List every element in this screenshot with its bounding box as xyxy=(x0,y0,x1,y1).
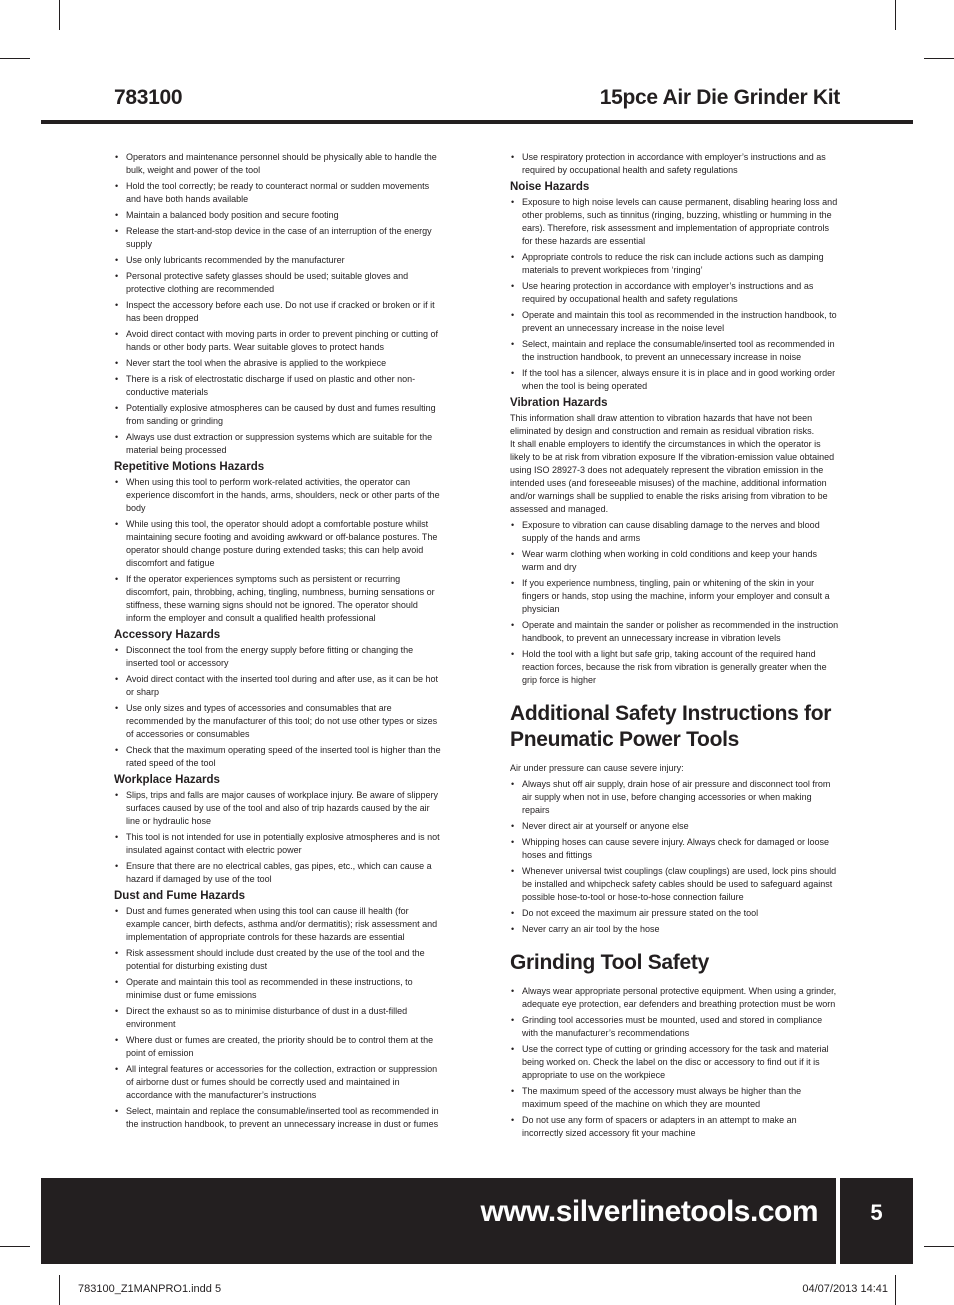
bullet-item: • Hold the tool correctly; be ready to counteract normal or sudden movements and have both hands available xyxy=(114,180,444,206)
bullet-item: • Never start the tool when the abrasive is applied to the workpiece xyxy=(114,357,444,370)
bullet-item: • If the tool has a silencer, always ensure it is in place and in good working order when the tool is being operated xyxy=(510,367,840,393)
bullet-item: • Ensure that there are no electrical cables, gas pipes, etc., which can cause a hazard if damaged by use of the tool xyxy=(114,860,444,886)
bullet-list xyxy=(510,985,840,1140)
bullet-list xyxy=(114,905,444,1131)
bullet-item: • Risk assessment should include dust created by the use of the tool and the potential for disturbing existing dust xyxy=(114,947,444,973)
bullet-item: • Avoid direct contact with moving parts in order to prevent pinching or cutting of hands or other body parts. Wear suitable gloves to protect hands xyxy=(114,328,444,354)
page-number-box xyxy=(840,1178,913,1264)
bullet-item: • Avoid direct contact with the inserted tool during and after use, as it can be hot or sharp xyxy=(114,673,444,699)
bullet-item: • Slips, trips and falls are major causes of workplace injury. Be aware of slippery surfaces caused by use of the tool and also of trip hazards caused by the air line or hydraulic hose xyxy=(114,789,444,828)
crop-mark xyxy=(924,58,954,59)
bullet-item: • Direct the exhaust so as to minimise disturbance of dust in a dust-filled environment xyxy=(114,1005,444,1031)
bullet-item: • Operators and maintenance personnel should be physically able to handle the bulk, weight and power of the tool xyxy=(114,151,444,177)
section-heading: Vibration Hazards xyxy=(510,397,608,409)
bullet-list xyxy=(114,476,444,625)
bullet-item: • There is a risk of electrostatic discharge if used on plastic and other non-conductive materials xyxy=(114,373,444,399)
model-number: 783100 xyxy=(114,86,183,109)
paragraph: Air under pressure can cause severe injury: xyxy=(510,763,684,773)
right-column xyxy=(510,151,840,1143)
crop-mark xyxy=(924,1246,954,1247)
bullet-item: • If you experience numbness, tingling, pain or whitening of the skin in your fingers or hands, stop using the machine, inform your employer and consult a physician xyxy=(510,577,840,616)
header-rule xyxy=(41,120,913,124)
bullet-item: • Always wear appropriate personal protective equipment. When using a grinder, adequate eye protection, ear defenders and breathing protection must be worn xyxy=(510,985,840,1011)
bullet-item: • Operate and maintain the sander or polisher as recommended in the instruction handbook, to prevent an unnecessary increase in vibration levels xyxy=(510,619,840,645)
crop-mark xyxy=(0,58,30,59)
slug-filename: 783100_Z1MANPRO1.indd 5 xyxy=(78,1283,222,1295)
crop-mark xyxy=(59,0,60,30)
bullet-item: • Select, maintain and replace the consumable/inserted tool as recommended in the instruction handbook, to prevent an unnecessary increase in noise xyxy=(510,338,840,364)
bullet-list xyxy=(114,644,444,770)
bullet-item: • Inspect the accessory before each use. Do not use if cracked or broken or if it has been dropped xyxy=(114,299,444,325)
bullet-item: • Where dust or fumes are created, the priority should be to control them at the point of emission xyxy=(114,1034,444,1060)
bullet-item: • Dust and fumes generated when using this tool can cause ill health (for example cancer, birth defects, asthma and/or dermatitis); risk assessment and implementation of appropriate controls for these hazards are essential xyxy=(114,905,444,944)
crop-mark xyxy=(59,1275,60,1305)
section-heading: Dust and Fume Hazards xyxy=(114,890,245,902)
bullet-list xyxy=(114,151,444,457)
bullet-item: • Never direct air at yourself or anyone else xyxy=(510,820,840,833)
bullet-item: • Grinding tool accessories must be mounted, used and stored in compliance with the manufacturer’s recommendations xyxy=(510,1014,840,1040)
bullet-item: • Whipping hoses can cause severe injury. Always check for damaged or loose hoses and fittings xyxy=(510,836,840,862)
bullet-item: • The maximum speed of the accessory must always be higher than the maximum speed of the machine on which they are mounted xyxy=(510,1085,840,1111)
left-column xyxy=(114,151,444,1134)
bullet-list xyxy=(510,519,840,687)
bullet-item: • Check that the maximum operating speed of the inserted tool is higher than the rated speed of the tool xyxy=(114,744,444,770)
bullet-item: • Disconnect the tool from the energy supply before fitting or changing the inserted tool or accessory xyxy=(114,644,444,670)
crop-mark xyxy=(0,1246,30,1247)
bullet-item: • Never carry an air tool by the hose xyxy=(510,923,840,936)
bullet-item: • If the operator experiences symptoms such as persistent or recurring discomfort, pain, throbbing, aching, tingling, numbness, burning sensations or stiffness, these warning signs should not be ignored. The operator should inform the employer and consult a qualified health professional xyxy=(114,573,444,625)
bullet-item: • This tool is not intended for use in potentially explosive atmospheres and is not insulated against contact with electric power xyxy=(114,831,444,857)
bullet-item: • Personal protective safety glasses should be used; suitable gloves and protective clothing are recommended xyxy=(114,270,444,296)
bullet-item: • Operate and maintain this tool as recommended in the instruction handbook, to prevent an unnecessary increase in the noise level xyxy=(510,309,840,335)
bullet-list xyxy=(510,151,840,177)
bullet-item: • Hold the tool with a light but safe grip, taking account of the required hand reaction forces, because the risk from vibration is generally greater when the grip force is higher xyxy=(510,648,840,687)
section-heading: Noise Hazards xyxy=(510,181,590,193)
bullet-item: • Always use dust extraction or suppression systems which are suitable for the material being processed xyxy=(114,431,444,457)
bullet-item: • Release the start-and-stop device in the case of an interruption of the energy supply xyxy=(114,225,444,251)
section-heading: Workplace Hazards xyxy=(114,774,220,786)
bullet-item: • When using this tool to perform work-related activities, the operator can experience discomfort in the hands, arms, shoulders, neck or other parts of the body xyxy=(114,476,444,515)
bullet-item: • Exposure to vibration can cause disabling damage to the nerves and blood supply of the hands and arms xyxy=(510,519,840,545)
page-title: 15pce Air Die Grinder Kit xyxy=(599,86,840,109)
bullet-item: • Whenever universal twist couplings (claw couplings) are used, lock pins should be installed and whipcheck safety cables should be used to safeguard against possible hose-to-tool or hose-to-hose connection failure xyxy=(510,865,840,904)
bullet-item: • Do not exceed the maximum air pressure stated on the tool xyxy=(510,907,840,920)
bullet-item: • Use hearing protection in accordance with employer’s instructions and as required by occupational health and safety regulations xyxy=(510,280,840,306)
page-number: 5 xyxy=(870,1200,883,1225)
bullet-item: • Operate and maintain this tool as recommended in these instructions, to minimise dust or fume emissions xyxy=(114,976,444,1002)
bullet-item: • Exposure to high noise levels can cause permanent, disabling hearing loss and other problems, such as tinnitus (ringing, buzzing, whistling or humming in the ears). Therefore, risk assessment and implementation of appropriate controls for these hazards are essential xyxy=(510,196,840,248)
bullet-item: • Use the correct type of cutting or grinding accessory for the task and material being worked on. Check the label on the disc or accessory to find out if it is appropriate to use on the workpiece xyxy=(510,1043,840,1082)
bullet-item: • Use only lubricants recommended by the manufacturer xyxy=(114,254,444,267)
bullet-item: • Use only sizes and types of accessories and consumables that are recommended by the manufacturer of this tool; do not use other types or sizes of accessories or consumables xyxy=(114,702,444,741)
bullet-item: • Appropriate controls to reduce the risk can include actions such as damping materials to prevent workpieces from ‘ringing’ xyxy=(510,251,840,277)
paragraph: This information shall draw attention to vibration hazards that have not been eliminated by design and construction and remain as residual vibration risks. xyxy=(510,413,815,436)
bullet-item: • Select, maintain and replace the consumable/inserted tool as recommended in the instruction handbook, to prevent an unnecessary increase in dust or fumes xyxy=(114,1105,444,1131)
section-title: Grinding Tool Safety xyxy=(510,951,709,974)
section-title: Additional Safety Instructions for Pneumatic Power Tools xyxy=(510,702,832,751)
bullet-list xyxy=(114,789,444,886)
section-heading: Repetitive Motions Hazards xyxy=(114,461,265,473)
crop-mark xyxy=(895,0,896,30)
crop-mark xyxy=(895,1275,896,1305)
section-heading: Accessory Hazards xyxy=(114,629,221,641)
slug-date: 04/07/2013 14:41 xyxy=(802,1283,888,1295)
bullet-item: • While using this tool, the operator should adopt a comfortable posture whilst maintaining secure footing and avoiding awkward or off-balance postures. The operator should change posture during extended tasks; this can help avoid discomfort and fatigue xyxy=(114,518,444,570)
bullet-item: • Always shut off air supply, drain hose of air pressure and disconnect tool from air supply when not in use, before changing accessories or when making repairs xyxy=(510,778,840,817)
bullet-item: • All integral features or accessories for the collection, extraction or suppression of airborne dust or fumes should be correctly used and maintained in accordance with the manufacturer’s instructions xyxy=(114,1063,444,1102)
bullet-item: • Maintain a balanced body position and secure footing xyxy=(114,209,444,222)
bullet-list xyxy=(510,778,840,936)
bullet-item: • Wear warm clothing when working in cold conditions and keep your hands warm and dry xyxy=(510,548,840,574)
bullet-list xyxy=(510,196,840,393)
footer-bar xyxy=(41,1178,836,1264)
bullet-item: • Potentially explosive atmospheres can be caused by dust and fumes resulting from sanding or grinding xyxy=(114,402,444,428)
bullet-item: • Do not use any form of spacers or adapters in an attempt to make an incorrectly sized accessory fit your machine xyxy=(510,1114,840,1140)
website-link[interactable]: www.silverlinetools.com xyxy=(480,1195,818,1228)
bullet-item: • Use respiratory protection in accordance with employer’s instructions and as required by occupational health and safety regulations xyxy=(510,151,840,177)
paragraph: It shall enable employers to identify the circumstances in which the operator is likely to be at risk from vibration exposure If the vibration-emission value obtained using ISO 28927-3 does not adequately represent the vibration emission in the intended uses (and foreseeable misuses) of the machine, additional information and/or warnings shall be supplied to enable the risks arising from vibration to be assessed and managed. xyxy=(510,439,835,514)
